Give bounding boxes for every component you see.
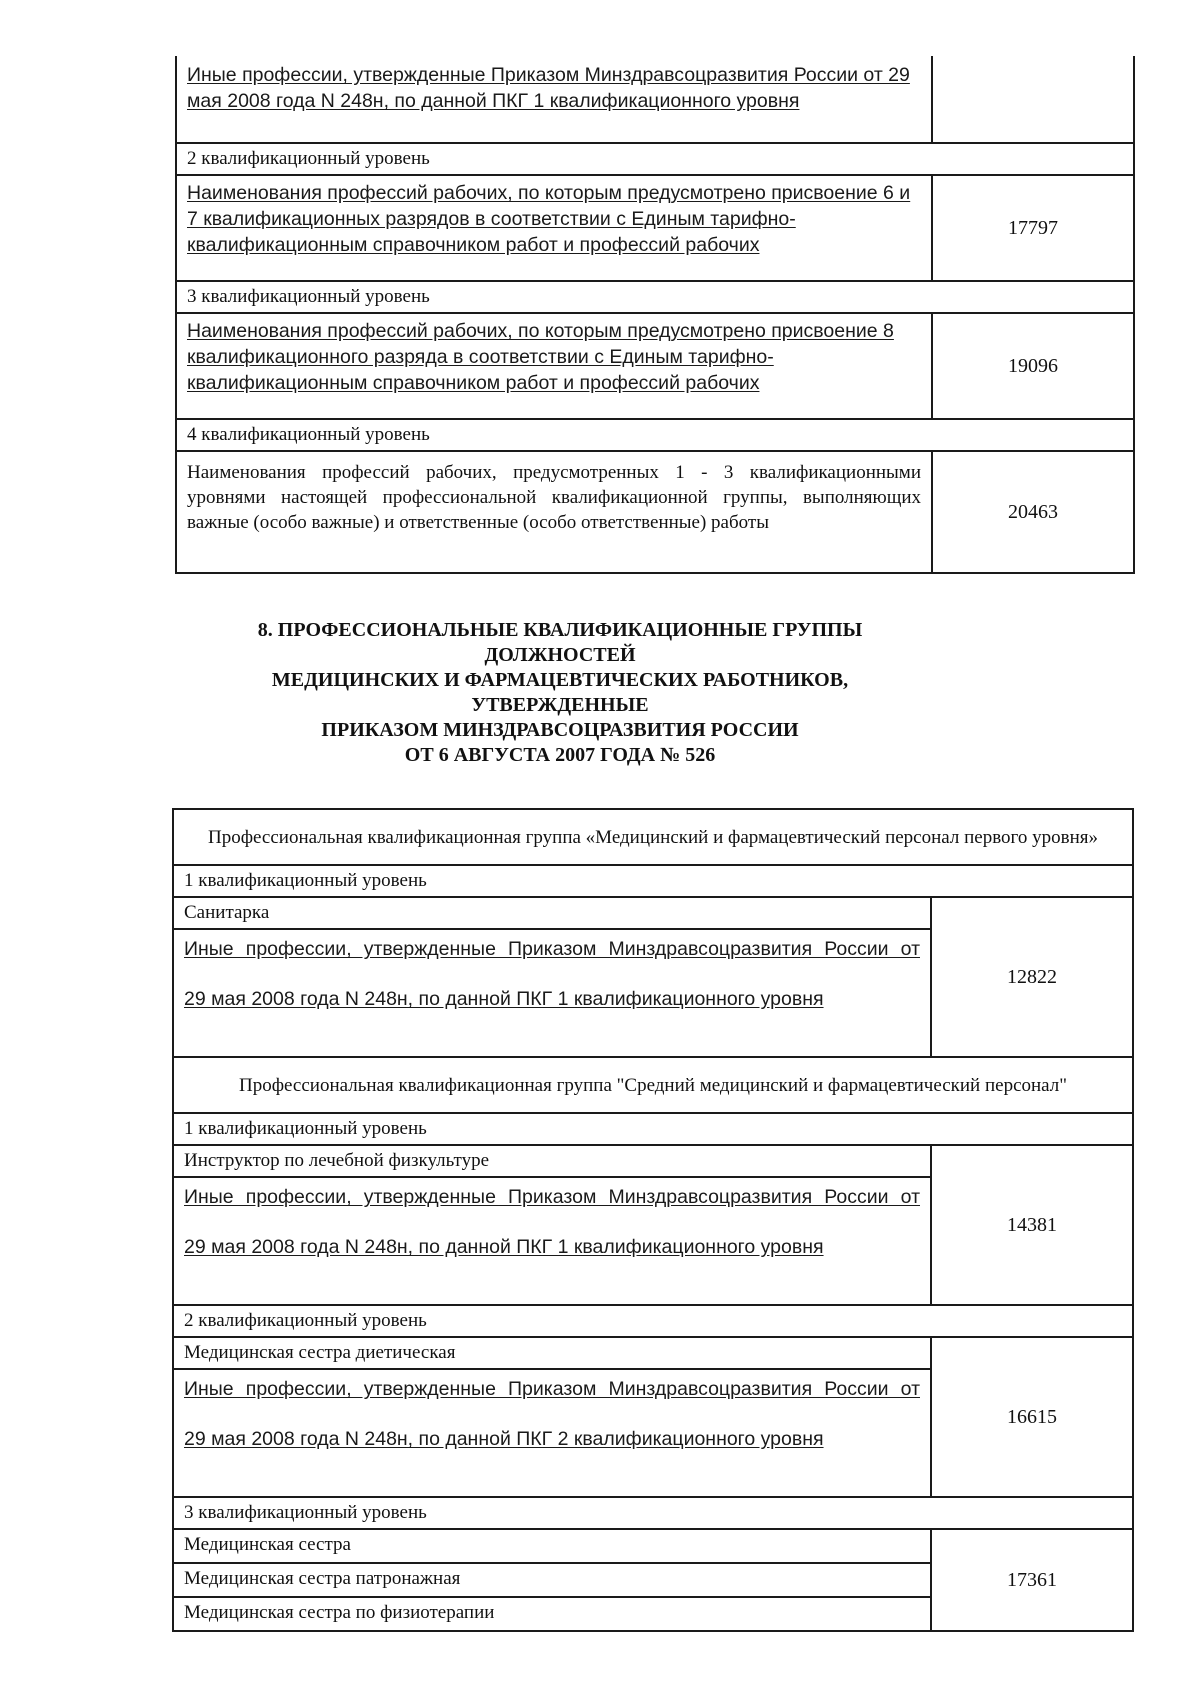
level-label: 1 квалификационный уровень [184, 870, 427, 891]
salary-cell: 17361 [930, 1530, 1132, 1630]
table-row [172, 1146, 1134, 1306]
section-heading [160, 618, 960, 768]
salary-cell: 19096 [931, 314, 1133, 418]
salary-cell: 17797 [931, 176, 1133, 280]
worker-professions-6-7-link[interactable]: Наименования профессий рабочих, по которым предусмотрено присвоение 6 и 7 квалификационных разрядов в соответствии с Единым тарифно-квалификационным справочником работ и профессий рабочих [187, 182, 911, 256]
other-professions-link[interactable]: 29 мая 2008 года N 248н, по данной ПКГ 1 квалификационного уровня [184, 988, 824, 1010]
position-name: Медицинская сестра патронажная [174, 1564, 930, 1598]
level-label: 2 квалификационный уровень [184, 1310, 427, 1331]
table-row [175, 56, 1135, 144]
salary-cell [931, 56, 1133, 142]
other-professions-link[interactable]: 29 мая 2008 года N 248н, по данной ПКГ 2 квалификационного уровня [184, 1428, 824, 1450]
top-table [175, 56, 1135, 574]
position-name: Медицинская сестра по физиотерапии [184, 1602, 495, 1623]
salary-cell: 14381 [930, 1146, 1132, 1304]
position-name: Санитарка [174, 898, 930, 930]
level-row [172, 1114, 1134, 1146]
other-professions-link[interactable]: 29 мая 2008 года N 248н, по данной ПКГ 1 квалификационного уровня [184, 1236, 824, 1258]
group-title: Профессиональная квалификационная группа «Медицинский и фармацевтический персонал первого уровня» [207, 826, 1098, 848]
level-row [172, 1306, 1134, 1338]
heading-line: ДОЛЖНОСТЕЙ [484, 644, 636, 666]
salary-cell: 12822 [930, 898, 1132, 1056]
heading-line: 8. ПРОФЕССИОНАЛЬНЫЕ КВАЛИФИКАЦИОННЫЕ ГРУППЫ [257, 619, 863, 641]
other-professions-link[interactable]: Иные профессии, утвержденные Приказом Минздравсоцразвития России от [184, 938, 920, 960]
other-professions-link[interactable]: Иные профессии, утвержденные Приказом Минздравсоцразвития России от [184, 1378, 920, 1400]
level-row [175, 420, 1135, 452]
group-title: Профессиональная квалификационная группа "Средний медицинский и фармацевтический персонал" [238, 1074, 1068, 1096]
group-title-row [172, 1058, 1134, 1114]
level-label: 1 квалификационный уровень [184, 1118, 427, 1139]
salary-cell: 16615 [930, 1338, 1132, 1496]
position-name: Медицинская сестра [174, 1530, 930, 1564]
group-title-row [172, 810, 1134, 866]
table-row [172, 1530, 1134, 1632]
salary-cell: 20463 [931, 452, 1133, 572]
level-label: 3 квалификационный уровень [187, 286, 430, 307]
level-label: 2 квалификационный уровень [187, 148, 430, 169]
table-row [175, 314, 1135, 420]
level-row [172, 1498, 1134, 1530]
level-label: 3 квалификационный уровень [184, 1502, 427, 1523]
position-name: Медицинская сестра диетическая [174, 1338, 930, 1370]
heading-line: УТВЕРЖДЕННЫЕ [471, 694, 649, 716]
position-name: Инструктор по лечебной физкультуре [174, 1146, 930, 1178]
level-row [175, 282, 1135, 314]
medical-table [172, 808, 1134, 1632]
table-row [172, 1338, 1134, 1498]
table-row [175, 176, 1135, 282]
table-row [172, 898, 1134, 1058]
worker-professions-8-link[interactable]: Наименования профессий рабочих, по которым предусмотрено присвоение 8 квалификационного разряда в соответствии с Единым тарифно-квалификационным справочником работ и профессий рабочих [187, 320, 894, 394]
level-row [175, 144, 1135, 176]
table-row [175, 452, 1135, 574]
level-label: 4 квалификационный уровень [187, 424, 430, 445]
worker-professions-important-text: Наименования профессий рабочих, предусмотренных 1 - 3 квалификационными уровнями настоящей профессиональной квалификационной группы, выполняющих важные (особо важные) и ответственные (особо ответственные) работы [187, 462, 921, 533]
other-professions-link[interactable]: Иные профессии, утвержденные Приказом Минздравсоцразвития России от 29 мая 2008 года N 248н, по данной ПКГ 1 квалификационного уровня [187, 64, 910, 112]
heading-line: МЕДИЦИНСКИХ И ФАРМАЦЕВТИЧЕСКИХ РАБОТНИКОВ, [271, 669, 849, 691]
level-row [172, 866, 1134, 898]
heading-line: ПРИКАЗОМ МИНЗДРАВСОЦРАЗВИТИЯ РОССИИ [321, 719, 799, 741]
other-professions-link[interactable]: Иные профессии, утвержденные Приказом Минздравсоцразвития России от [184, 1186, 920, 1208]
heading-line: ОТ 6 АВГУСТА 2007 ГОДА № 526 [404, 744, 716, 766]
